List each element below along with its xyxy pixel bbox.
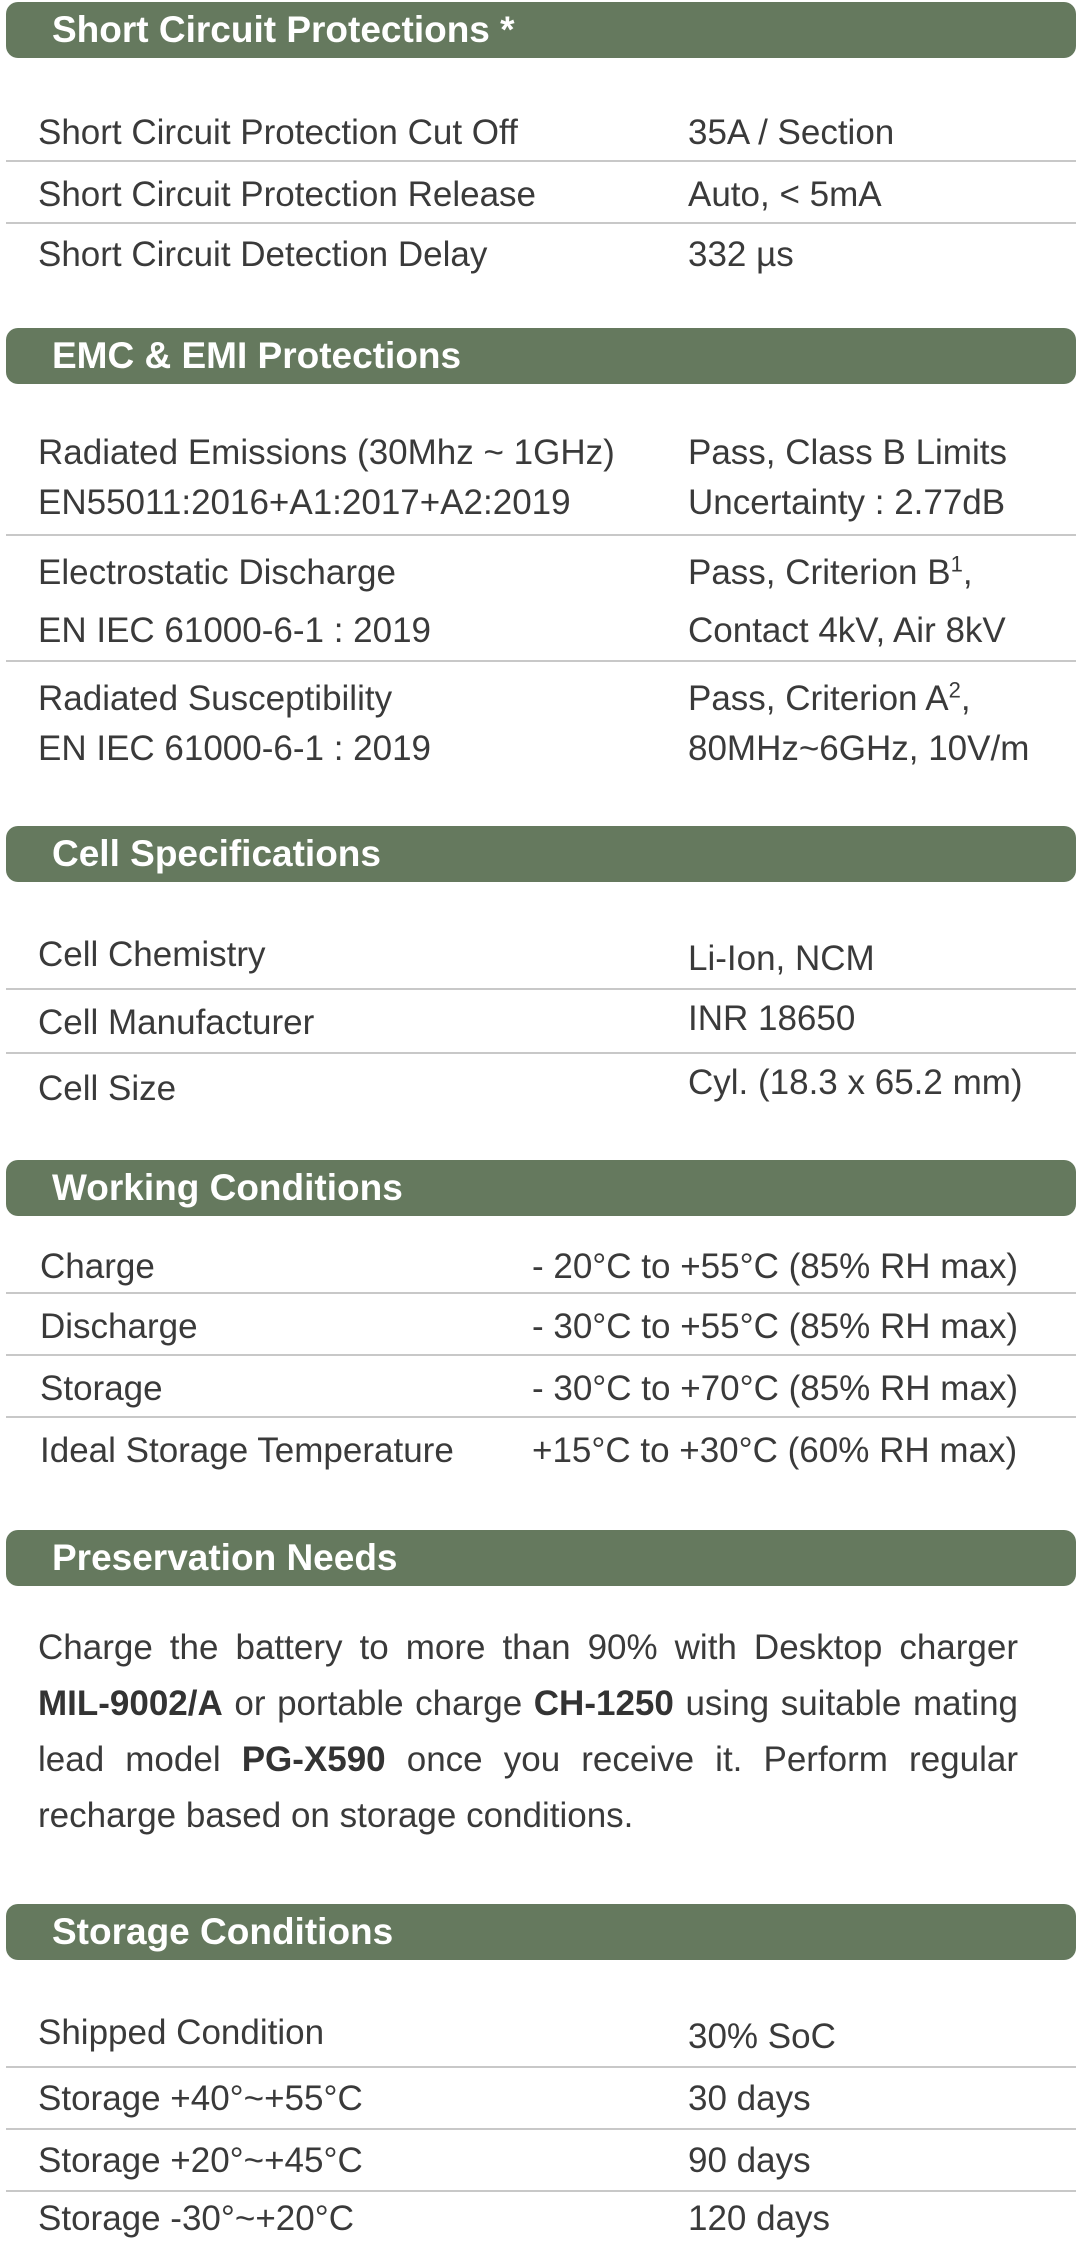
lead-model: PG-X590	[241, 1740, 386, 1779]
row-label: Shipped Condition	[38, 2013, 325, 2052]
section-title: Preservation Needs	[52, 1537, 398, 1578]
row-value: INR 18650	[688, 999, 856, 1038]
table-row	[6, 108, 1076, 162]
row-label: Radiated Susceptibility	[38, 679, 393, 718]
table-row	[6, 2008, 1076, 2068]
row-label: Electrostatic Discharge	[38, 553, 396, 592]
table-row	[6, 928, 1076, 990]
short-circuit-header	[6, 2, 1076, 58]
row-value: 35A / Section	[688, 113, 895, 152]
table-row	[6, 2132, 1076, 2192]
row-value: - 30°C to +70°C (85% RH max)	[532, 1369, 1019, 1408]
row-value: 332 µs	[688, 235, 794, 274]
table-row	[6, 1358, 1076, 1418]
row-value: Li-Ion, NCM	[688, 939, 875, 978]
table-row	[6, 2070, 1076, 2130]
row-label: Radiated Emissions (30Mhz ~ 1GHz)	[38, 433, 615, 472]
section-title: Storage Conditions	[52, 1911, 394, 1952]
row-label: Discharge	[40, 1307, 198, 1346]
row-value-suffix: ,	[960, 679, 971, 718]
row-standard: EN55011:2016+A1:2017+A2:2019	[38, 483, 571, 522]
table-row	[6, 538, 1076, 662]
row-value: 120 days	[688, 2199, 831, 2238]
row-value: Auto, < 5mA	[688, 175, 882, 214]
row-label: Storage +20°~+45°C	[38, 2141, 363, 2180]
table-row	[6, 226, 1076, 286]
section-title: Cell Specifications	[52, 833, 381, 874]
paragraph-text: Charge the battery to more than 90% with Desktop charger	[38, 1628, 1018, 1667]
section-title: Working Conditions	[52, 1167, 403, 1208]
charger-model: MIL-9002/A	[38, 1684, 223, 1723]
row-value-text: Pass, Criterion A	[688, 679, 949, 718]
row-standard: EN IEC 61000-6-1 : 2019	[38, 611, 432, 650]
row-label: Storage	[40, 1369, 163, 1408]
row-label: Charge	[40, 1247, 155, 1286]
row-label: Storage -30°~+20°C	[38, 2199, 354, 2238]
table-row	[6, 1240, 1076, 1294]
cell-specs-header	[6, 826, 1076, 882]
section-title: EMC & EMI Protections	[52, 335, 462, 376]
row-value: 30 days	[688, 2079, 811, 2118]
row-label: Cell Manufacturer	[38, 1003, 315, 1042]
row-value	[688, 674, 971, 724]
row-value: 30% SoC	[688, 2017, 836, 2056]
emc-header	[6, 328, 1076, 384]
row-value-suffix: ,	[962, 553, 973, 592]
row-value: - 20°C to +55°C (85% RH max)	[532, 1247, 1019, 1286]
preservation-paragraph	[38, 1620, 1018, 1844]
table-row	[6, 2194, 1076, 2243]
row-value: Pass, Class B Limits	[688, 433, 1007, 472]
table-row	[6, 1420, 1076, 1480]
working-conditions-header	[6, 1160, 1076, 1216]
row-label: Short Circuit Protection Cut Off	[38, 113, 518, 152]
charger-model: CH-1250	[533, 1684, 674, 1723]
footnote-ref: 2	[948, 677, 961, 703]
table-row	[6, 664, 1076, 780]
row-label: Storage +40°~+55°C	[38, 2079, 363, 2118]
row-value-text: Pass, Criterion B	[688, 553, 951, 592]
paragraph-text: or portable charge	[222, 1684, 534, 1723]
row-value: Cyl. (18.3 x 65.2 mm)	[688, 1063, 1023, 1102]
table-row	[6, 1296, 1076, 1356]
row-label: Short Circuit Protection Release	[38, 175, 536, 214]
paragraph-text: once you receive it. Perform regular recharge based on storage conditions.	[38, 1740, 1018, 1835]
row-value: +15°C to +30°C (60% RH max)	[532, 1431, 1018, 1470]
row-value-detail: 80MHz~6GHz, 10V/m	[688, 729, 1030, 768]
table-row	[6, 1056, 1076, 1118]
footnote-ref: 1	[950, 551, 963, 577]
section-title: Short Circuit Protections *	[52, 9, 515, 50]
row-label: Ideal Storage Temperature	[40, 1431, 454, 1470]
row-standard: EN IEC 61000-6-1 : 2019	[38, 729, 432, 768]
storage-conditions-header	[6, 1904, 1076, 1960]
table-row	[6, 992, 1076, 1054]
row-label: Cell Chemistry	[38, 935, 266, 974]
row-value: 90 days	[688, 2141, 811, 2180]
row-value-detail: Uncertainty : 2.77dB	[688, 483, 1006, 522]
row-value: - 30°C to +55°C (85% RH max)	[532, 1307, 1019, 1346]
table-row	[6, 164, 1076, 224]
preservation-needs-header	[6, 1530, 1076, 1586]
row-value-detail: Contact 4kV, Air 8kV	[688, 611, 1006, 650]
row-label: Cell Size	[38, 1069, 177, 1108]
row-label: Short Circuit Detection Delay	[38, 235, 488, 274]
paragraph-text: using suitable mating lead model	[38, 1684, 1018, 1779]
table-row	[6, 428, 1076, 536]
row-value	[688, 548, 973, 598]
